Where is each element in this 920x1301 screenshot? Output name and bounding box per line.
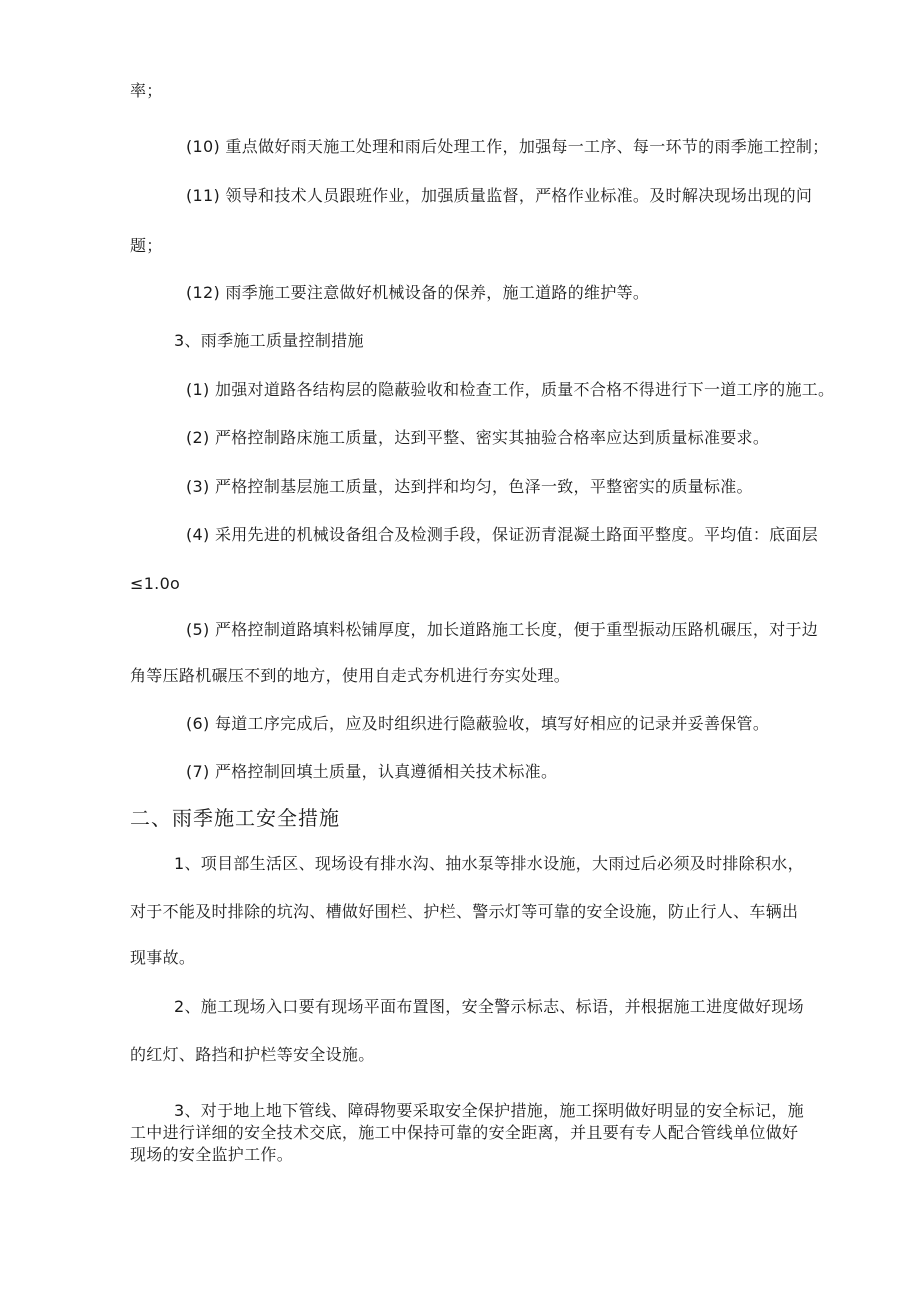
text-line: 率； [130,81,163,100]
text-line: (12) 雨季施工要注意做好机械设备的保养，施工道路的维护等。 [186,283,650,302]
text-line: (6) 每道工序完成后，应及时组织进行隐蔽验收，填写好相应的记录并妥善保管。 [186,714,770,733]
text-line: 对于不能及时排除的坑沟、槽做好围栏、护栏、警示灯等可靠的安全设施，防止行人、车辆出 [130,902,799,921]
section-subheading: 3、雨季施工质量控制措施 [174,331,364,350]
text-line: (1) 加强对道路各结构层的隐蔽验收和检查工作，质量不合格不得进行下一道工序的施工。 [186,380,835,399]
text-line: (2) 严格控制路床施工质量，达到平整、密实其抽验合格率应达到质量标准要求。 [186,428,770,447]
section-heading: 二、雨季施工安全措施 [130,806,340,830]
text-line: (4) 采用先进的机械设备组合及检测手段，保证沥青混凝土路面平整度。平均值：底面层 [186,525,819,544]
text-line: (10) 重点做好雨天施工处理和雨后处理工作，加强每一工序、每一环节的雨季施工控制； [186,137,829,156]
text-line: 现场的安全监护工作。 [130,1145,294,1164]
text-line: 3、对于地上地下管线、障碍物要采取安全保护措施，施工探明做好明显的安全标记，施 [174,1101,804,1120]
text-line: 的红灯、路挡和护栏等安全设施。 [130,1045,375,1064]
text-line: (3) 严格控制基层施工质量，达到拌和均匀，色泽一致，平整密实的质量标准。 [186,477,753,496]
text-line: 角等压路机碾压不到的地方，使用自走式夯机进行夯实处理。 [130,666,571,685]
text-line: (5) 严格控制道路填料松铺厚度，加长道路施工长度，便于重型振动压路机碾压，对于边 [186,620,819,639]
text-line: 2、施工现场入口要有现场平面布置图，安全警示标志、标语，并根据施工进度做好现场 [174,997,804,1016]
text-line: ≤1.0o [130,574,181,593]
text-line: 1、项目部生活区、现场设有排水沟、抽水泵等排水设施，大雨过后必须及时排除积水， [174,854,804,873]
text-line: (11) 领导和技术人员跟班作业，加强质量监督，严格作业标准。及时解决现场出现的问 [186,186,813,205]
text-line: (7) 严格控制回填土质量，认真遵循相关技术标准。 [186,762,558,781]
text-line: 题； [130,236,163,255]
text-line: 现事故。 [130,948,196,967]
text-line: 工中进行详细的安全技术交底，施工中保持可靠的安全距离，并且要有专人配合管线单位做好 [130,1123,799,1142]
